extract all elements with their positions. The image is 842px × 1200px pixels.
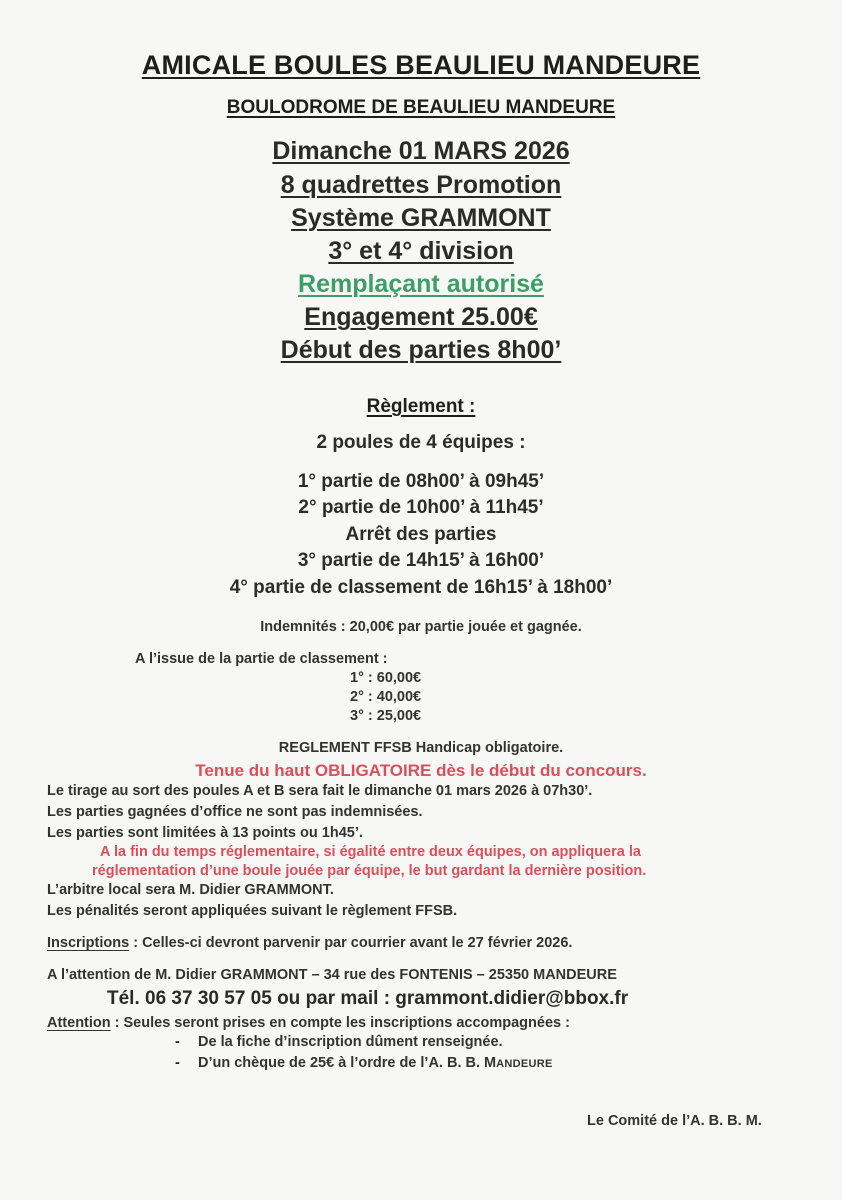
ranking-intro: A l’issue de la partie de classement : (135, 651, 388, 667)
club-title (0, 50, 842, 81)
event-fee (0, 303, 842, 332)
club-title-text: AMICALE BOULES BEAULIEU MANDEURE (141, 50, 701, 80)
required-item (198, 1055, 553, 1071)
schedule-item: 2° partie de 10h00’ à 11h45’ (298, 497, 544, 518)
schedule-item: 1° partie de 08h00’ à 09h45’ (297, 471, 545, 492)
indemnities: Indemnités : 20,00€ par partie jouée et gagnée. (260, 619, 582, 635)
event-format-text: 8 quadrettes Promotion (280, 171, 562, 199)
registration-line (47, 935, 572, 951)
tie-rule-line1: A la fin du temps réglementaire, si égalité entre deux équipes, on appliquera la (100, 844, 641, 860)
required-item-text: D’un chèque de 25€ à l’ordre de l’A. B. B. M (198, 1055, 497, 1071)
event-start (0, 336, 842, 365)
attention-line (47, 1015, 570, 1031)
required-item-tail: ANDEURE (496, 1058, 553, 1070)
prize-2: 2° : 40,00€ (350, 689, 422, 705)
rules-title-text: Règlement : (366, 396, 476, 417)
event-date (0, 137, 842, 166)
schedule-item: Arrêt des parties (345, 524, 497, 545)
rules-pools: 2 poules de 4 équipes : (316, 432, 526, 453)
registration-text: : Celles-ci devront parvenir par courrier avant le 27 février 2026. (129, 935, 573, 951)
registration-address: A l’attention de M. Didier GRAMMONT – 34 rue des FONTENIS – 25350 MANDEURE (47, 967, 617, 983)
ffsb-rule: REGLEMENT FFSB Handicap obligatoire. (278, 740, 564, 756)
limit-info: Les parties sont limitées à 13 points ou 1h45’. (47, 825, 363, 841)
registration-contact: Tél. 06 37 30 57 05 ou par mail : grammont.didier@bbox.fr (107, 988, 629, 1009)
schedule-item: 3° partie de 14h15’ à 16h00’ (297, 550, 545, 571)
venue-title-text: BOULODROME DE BEAULIEU MANDEURE (226, 97, 616, 118)
event-date-text: Dimanche 01 MARS 2026 (272, 137, 570, 165)
attention-text: : Seules seront prises en compte les inscriptions accompagnées : (110, 1015, 570, 1031)
list-bullet: - (175, 1055, 180, 1071)
event-divisions-text: 3° et 4° division (328, 237, 514, 265)
referee-info: L’arbitre local sera M. Didier GRAMMONT. (47, 882, 334, 898)
committee-signature: Le Comité de l’A. B. B. M. (587, 1113, 762, 1129)
draw-info: Le tirage au sort des poules A et B sera fait le dimanche 01 mars 2026 à 07h30’. (47, 783, 593, 799)
penalties-info: Les pénalités seront appliquées suivant le règlement FFSB. (47, 903, 458, 919)
event-system (0, 204, 842, 233)
venue-title (0, 97, 842, 119)
required-item: De la fiche d’inscription dûment renseignée. (198, 1034, 503, 1050)
forfeit-info: Les parties gagnées d’office ne sont pas indemnisées. (47, 804, 423, 820)
event-divisions (0, 237, 842, 266)
event-substitute-text: Remplaçant autorisé (298, 270, 544, 298)
attention-label: Attention (47, 1015, 111, 1031)
tie-rule-line2: réglementation d’une boule jouée par équipe, le but gardant la dernière position. (92, 863, 647, 879)
prize-1: 1° : 60,00€ (350, 670, 422, 686)
event-system-text: Système GRAMMONT (291, 204, 551, 232)
rules-title (0, 396, 842, 418)
schedule-item: 4° partie de classement de 16h15’ à 18h00’ (229, 577, 613, 598)
dress-code: Tenue du haut OBLIGATOIRE dès le début du concours. (195, 761, 647, 780)
prize-3: 3° : 25,00€ (350, 708, 422, 724)
list-bullet: - (175, 1034, 180, 1050)
registration-label: Inscriptions (47, 935, 130, 951)
event-substitute (0, 270, 842, 299)
event-start-text: Début des parties 8h00’ (280, 336, 562, 364)
event-fee-text: Engagement 25.00€ (304, 303, 538, 331)
event-format (0, 171, 842, 200)
